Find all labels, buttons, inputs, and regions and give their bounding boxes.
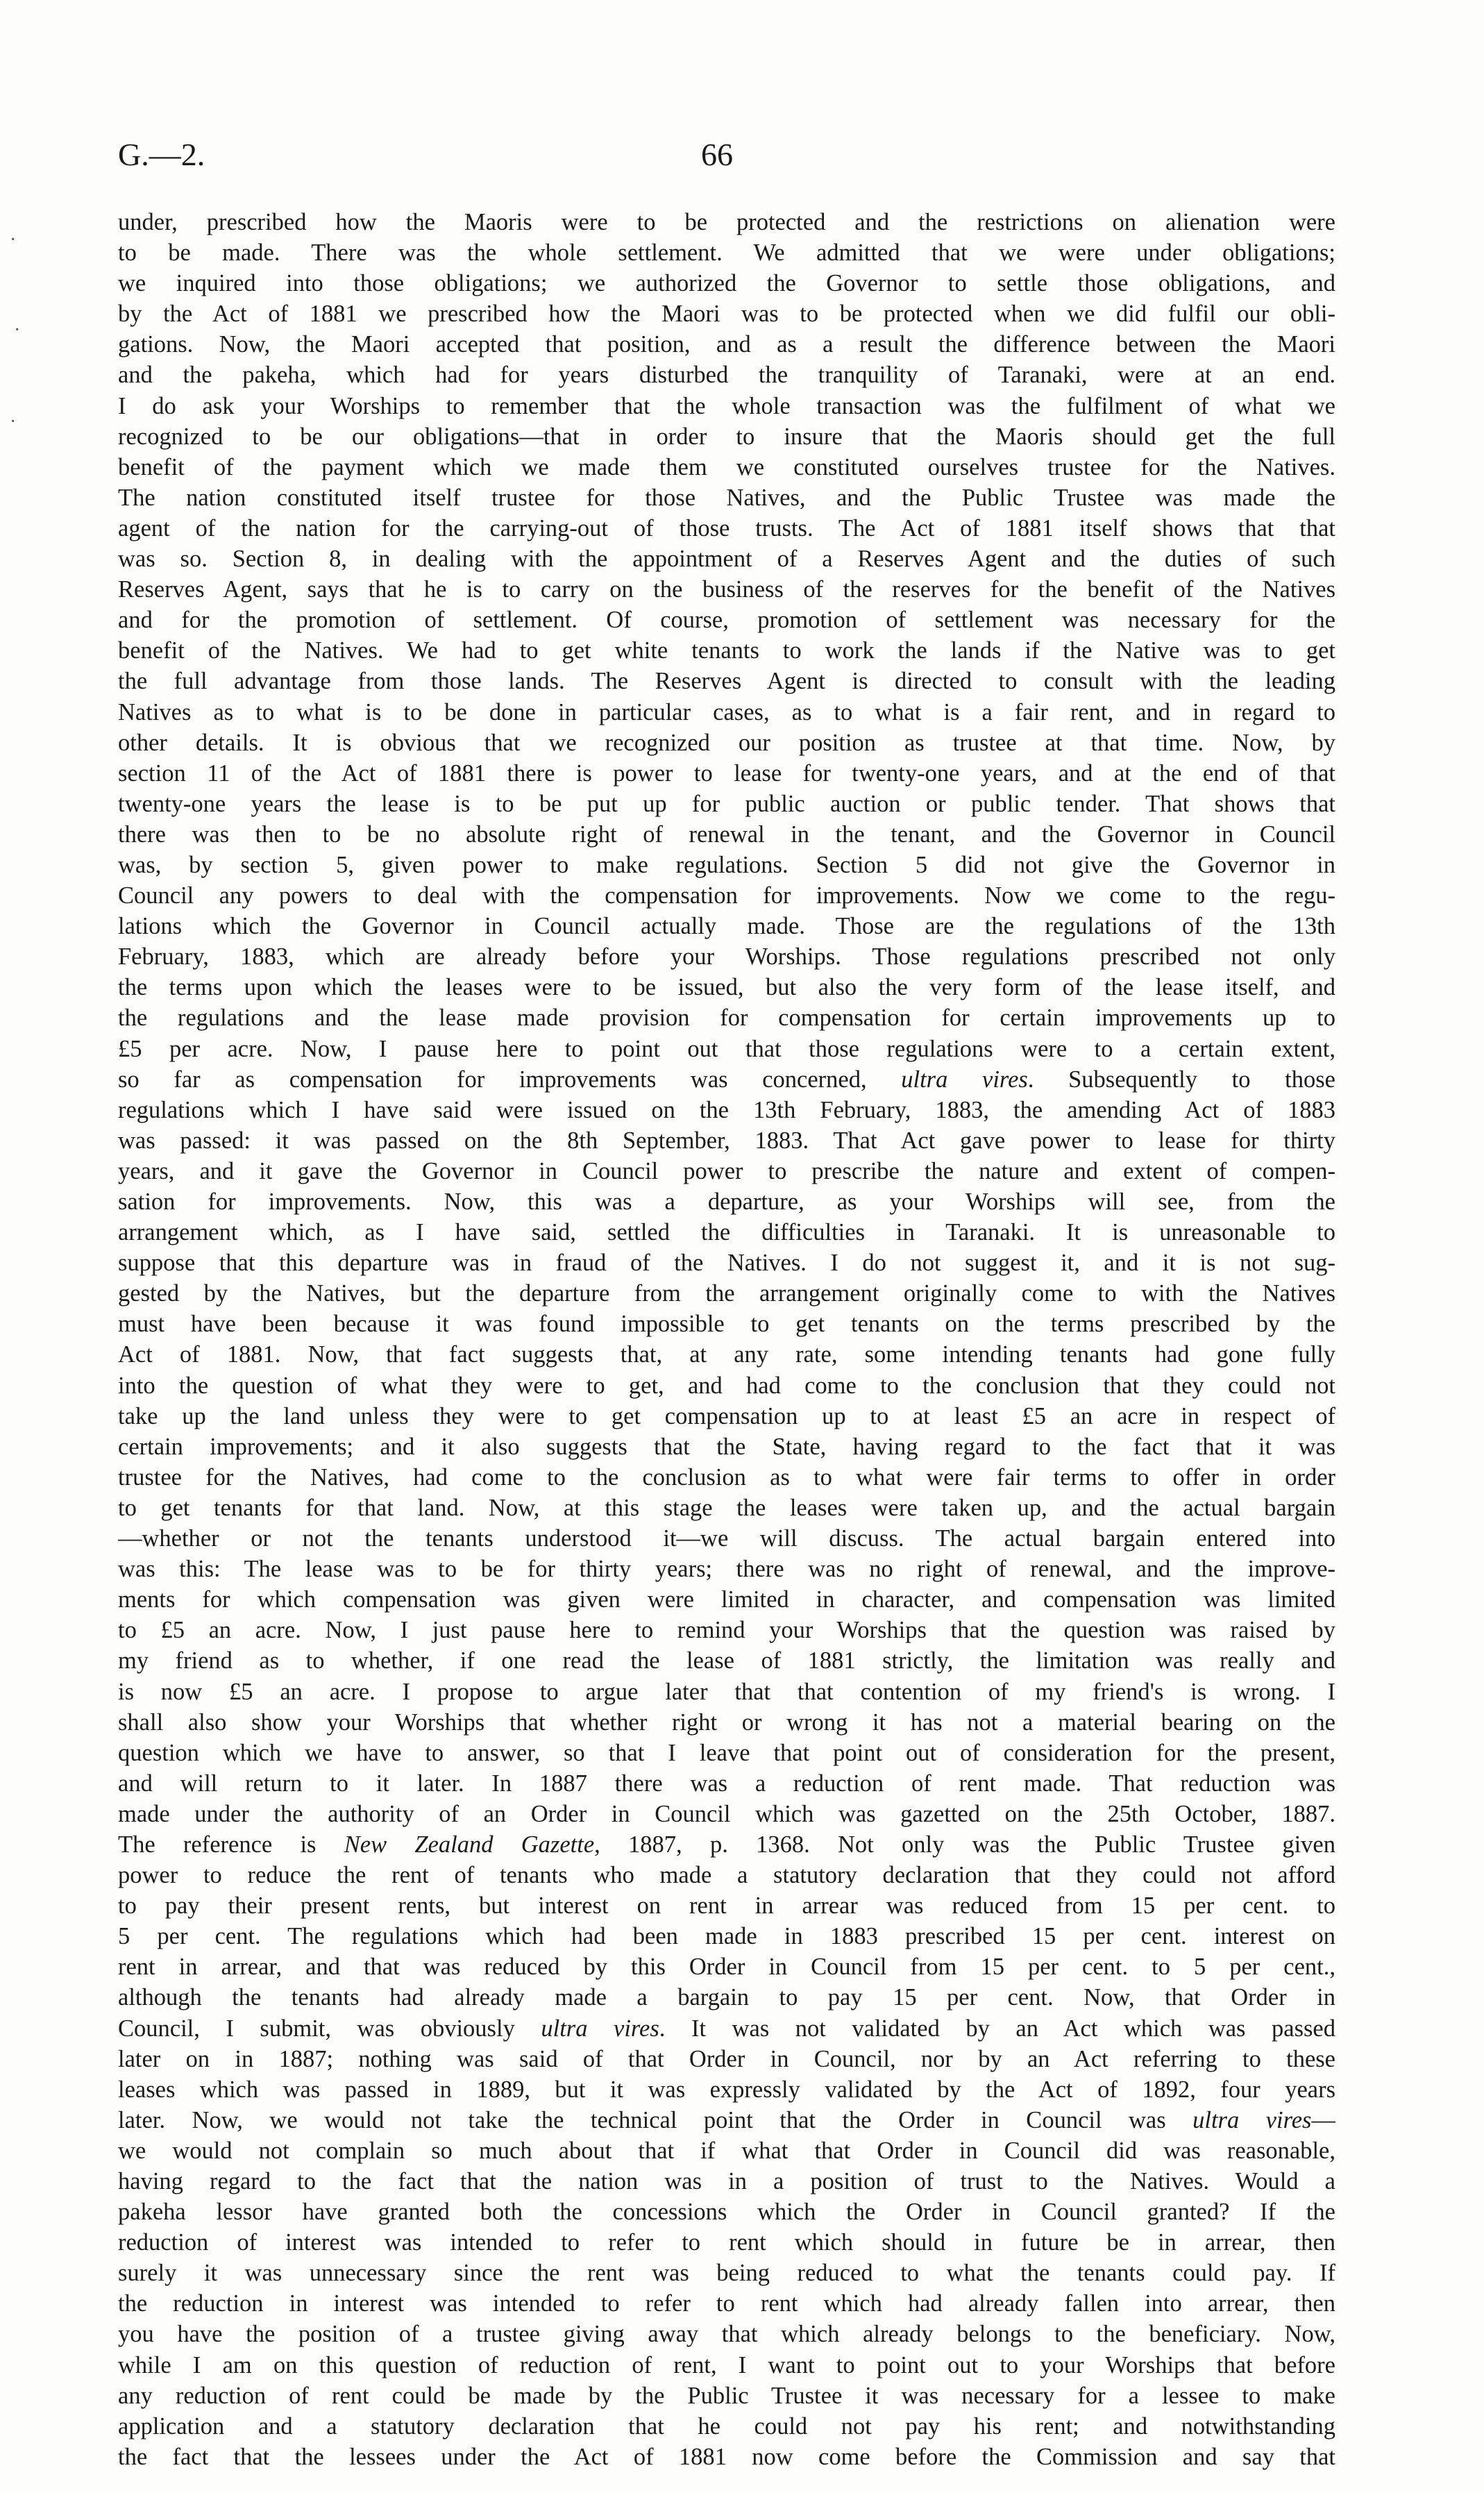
text-line: The nation constituted itself trustee for those Natives, and the Public Trustee was made the — [118, 484, 1335, 511]
text-line: was, by section 5, given power to make regulations. Section 5 did not give the Governor in — [118, 851, 1335, 878]
text-line: suppose that this departure was in fraud of the Natives. I do not suggest it, and it is not sug- — [118, 1250, 1335, 1277]
text-line: we inquired into those obligations; we authorized the Governor to settle those obligations, and — [118, 270, 1335, 297]
text-line: the fact that the lessees under the Act of 1881 now come before the Commission and say that — [118, 2443, 1335, 2470]
text-line: my friend as to whether, if one read the lease of 1881 strictly, the limitation was really and — [118, 1647, 1335, 1674]
text-line: 5 per cent. The regulations which had been made in 1883 prescribed 15 per cent. interest on — [118, 1923, 1335, 1950]
text-line: benefit of the Natives. We had to get white tenants to work the lands if the Native was to get — [118, 637, 1335, 664]
text-line: shall also show your Worships that whether right or wrong it has not a material bearing on the — [118, 1709, 1335, 1736]
page-number: 66 — [701, 137, 733, 172]
text-line: was passed: it was passed on the 8th September, 1883. That Act gave power to lease for thirty — [118, 1127, 1335, 1154]
text-line: the terms upon which the leases were to be issued, but also the very form of the lease itself, and — [118, 974, 1335, 1001]
text-line: February, 1883, which are already before your Worships. Those regulations prescribed not only — [118, 943, 1335, 971]
page-header — [118, 136, 1340, 178]
text-line: so far as compensation for improvements was concerned, ultra vires. Subsequently to those — [118, 1066, 1335, 1093]
text-line: sation for improvements. Now, this was a departure, as your Worships will see, from the — [118, 1189, 1335, 1215]
margin-mark: · — [10, 229, 17, 251]
text-line: must have been because it was found impossible to get tenants on the terms prescribed by the — [118, 1311, 1335, 1338]
text-line: trustee for the Natives, had come to the conclusion as to what were fair terms to offer in order — [118, 1463, 1335, 1491]
text-line: regulations which I have said were issued on the 13th February, 1883, the amending Act of 1883 — [118, 1096, 1335, 1123]
text-line: certain improvements; and it also suggests that the State, having regard to the fact that it was — [118, 1433, 1335, 1460]
text-line: and for the promotion of settlement. Of course, promotion of settlement was necessary for the — [118, 607, 1335, 634]
text-line: was this: The lease was to be for thirty years; there was no right of renewal, and the improve- — [118, 1556, 1335, 1583]
text-line: benefit of the payment which we made them we constituted ourselves trustee for the Natives. — [118, 453, 1335, 480]
body-text — [118, 207, 1335, 2472]
margin-mark: · — [10, 411, 17, 433]
text-line: later on in 1887; nothing was said of that Order in Council, nor by an Act referring to these — [118, 2045, 1335, 2072]
margin-mark: · — [14, 319, 21, 341]
text-line: the full advantage from those lands. The Reserves Agent is directed to consult with the leading — [118, 668, 1335, 695]
text-line: reduction of interest was intended to refer to rent which should in future be in arrear, then — [118, 2229, 1335, 2256]
text-line: to get tenants for that land. Now, at this stage the leases were taken up, and the actual bargain — [118, 1494, 1335, 1521]
text-line: into the question of what they were to get, and had come to the conclusion that they could not — [118, 1372, 1335, 1399]
text-line: Council any powers to deal with the compensation for improvements. Now we come to the regu- — [118, 882, 1335, 909]
text-line: although the tenants had already made a bargain to pay 15 per cent. Now, that Order in — [118, 1984, 1335, 2011]
text-line: we would not complain so much about that if what that Order in Council did was reasonable, — [118, 2137, 1335, 2164]
document-reference: G.—2. — [118, 137, 205, 172]
text-line: take up the land unless they were to get compensation up to at least £5 an acre in respect of — [118, 1402, 1335, 1429]
text-line: —whether or not the tenants understood it—we will discuss. The actual bargain entered into — [118, 1525, 1335, 1552]
text-line: gested by the Natives, but the departure from the arrangement originally come to with the Natives — [118, 1280, 1335, 1307]
text-line: Natives as to what is to be done in particular cases, as to what is a fair rent, and in regard to — [118, 698, 1335, 725]
text-line: £5 per acre. Now, I pause here to point out that those regulations were to a certain extent, — [118, 1035, 1335, 1062]
text-line: the reduction in interest was intended to refer to rent which had already fallen into arrear, then — [118, 2290, 1335, 2317]
text-line: is now £5 an acre. I propose to argue later that that contention of my friend's is wrong. I — [118, 1678, 1335, 1705]
text-line: I do ask your Worships to remember that the whole transaction was the fulfilment of what we — [118, 392, 1335, 419]
text-line: Council, I submit, was obviously ultra vires. It was not validated by an Act which was passed — [118, 2015, 1335, 2042]
text-line: section 11 of the Act of 1881 there is power to lease for twenty-one years, and at the end of that — [118, 759, 1335, 787]
text-line: lations which the Governor in Council actually made. Those are the regulations of the 13th — [118, 913, 1335, 940]
text-line: The reference is New Zealand Gazette, 1887, p. 1368. Not only was the Public Trustee given — [118, 1831, 1335, 1858]
text-line: to pay their present rents, but interest on rent in arrear was reduced from 15 per cent. to — [118, 1892, 1335, 1920]
text-line: Act of 1881. Now, that fact suggests that, at any rate, some intending tenants had gone fully — [118, 1341, 1335, 1368]
text-line: gations. Now, the Maori accepted that position, and as a result the difference between the Maori — [118, 331, 1335, 358]
text-line: recognized to be our obligations—that in order to insure that the Maoris should get the full — [118, 423, 1335, 450]
text-line: under, prescribed how the Maoris were to be protected and the restrictions on alienation were — [118, 209, 1335, 235]
text-line: made under the authority of an Order in Council which was gazetted on the 25th October, 1887. — [118, 1800, 1335, 1827]
text-line: rent in arrear, and that was reduced by this Order in Council from 15 per cent. to 5 per cent., — [118, 1954, 1335, 1981]
text-line: by the Act of 1881 we prescribed how the Maori was to be protected when we did fulfil our obli- — [118, 301, 1335, 328]
text-line: Reserves Agent, says that he is to carry on the business of the reserves for the benefit of the Natives — [118, 576, 1335, 603]
text-line: agent of the nation for the carrying-out of those trusts. The Act of 1881 itself shows that that — [118, 514, 1335, 542]
text-line: the regulations and the lease made provision for compensation for certain improvements up to — [118, 1005, 1335, 1032]
text-line: years, and it gave the Governor in Council power to prescribe the nature and extent of compen- — [118, 1157, 1335, 1184]
text-line: later. Now, we would not take the technical point that the Order in Council was ultra vires— — [118, 2106, 1335, 2133]
text-line: was so. Section 8, in dealing with the appointment of a Reserves Agent and the duties of such — [118, 546, 1335, 573]
text-line: to £5 an acre. Now, I just pause here to remind your Worships that the question was raised by — [118, 1617, 1335, 1644]
text-line: leases which was passed in 1889, but it was expressly validated by the Act of 1892, four years — [118, 2076, 1335, 2103]
text-line: and the pakeha, which had for years disturbed the tranquility of Taranaki, were at an end. — [118, 362, 1335, 389]
text-line: any reduction of rent could be made by the Public Trustee it was necessary for a lessee to make — [118, 2382, 1335, 2409]
text-line: application and a statutory declaration that he could not pay his rent; and notwithstanding — [118, 2412, 1335, 2440]
text-line: arrangement which, as I have said, settled the difficulties in Taranaki. It is unreasonable to — [118, 1219, 1335, 1246]
text-line: while I am on this question of reduction of rent, I want to point out to your Worships that before — [118, 2351, 1335, 2378]
text-line: having regard to the fact that the nation was in a position of trust to the Natives. Would a — [118, 2168, 1335, 2194]
text-line: other details. It is obvious that we recognized our position as trustee at that time. Now, by — [118, 729, 1335, 756]
text-line: question which we have to answer, so that I leave that point out of consideration for the present, — [118, 1739, 1335, 1766]
text-line: there was then to be no absolute right of renewal in the tenant, and the Governor in Council — [118, 821, 1335, 848]
text-line: twenty-one years the lease is to be put up for public auction or public tender. That shows that — [118, 790, 1335, 817]
text-line: surely it was unnecessary since the rent was being reduced to what the tenants could pay. If — [118, 2260, 1335, 2287]
text-line: ments for which compensation was given were limited in character, and compensation was limited — [118, 1586, 1335, 1613]
text-line: pakeha lessor have granted both the concessions which the Order in Council granted? If the — [118, 2199, 1335, 2226]
text-line: power to reduce the rent of tenants who made a statutory declaration that they could not afford — [118, 1862, 1335, 1889]
text-line: and will return to it later. In 1887 there was a reduction of rent made. That reduction was — [118, 1770, 1335, 1797]
text-line: you have the position of a trustee giving away that which already belongs to the beneficiary. Now, — [118, 2321, 1335, 2348]
text-line: to be made. There was the whole settlement. We admitted that we were under obligations; — [118, 240, 1335, 267]
